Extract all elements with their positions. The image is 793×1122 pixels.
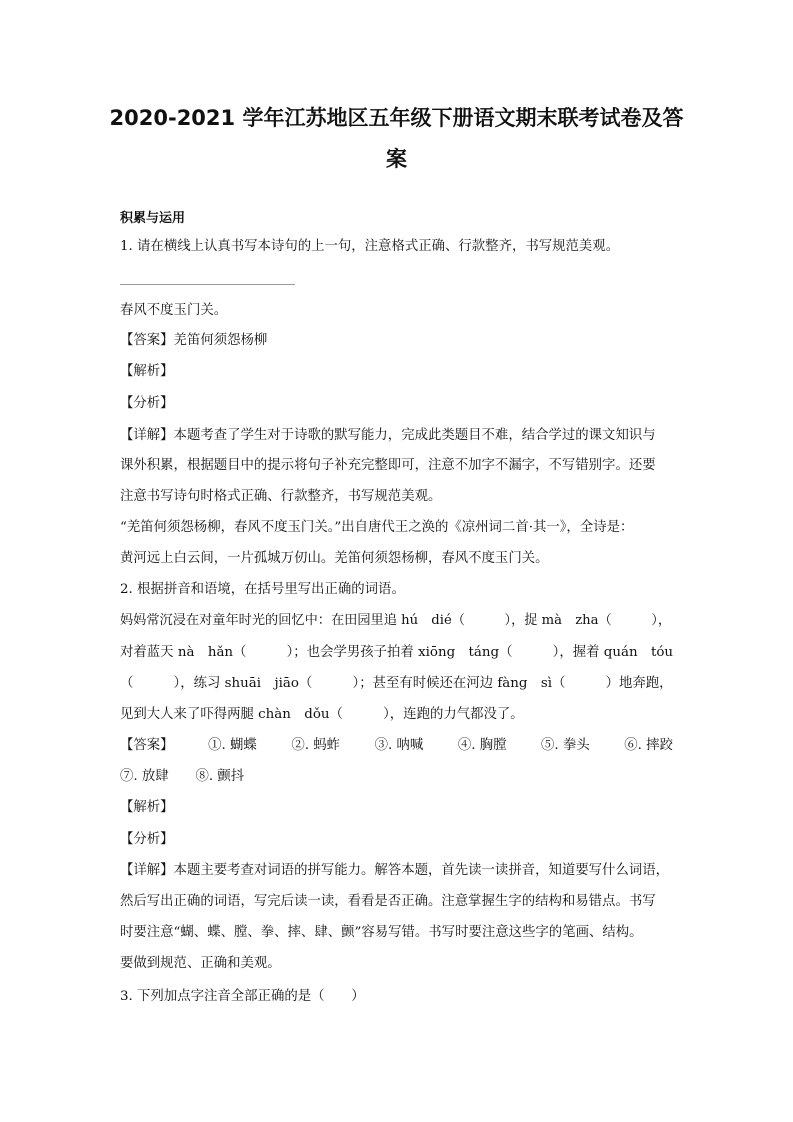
q2-detail-line: 时要注意“蝴、蝶、膛、拳、摔、肆、颤”容易写错。书写时要注意这些字的笔画、结构。: [120, 925, 643, 940]
q2-passage-line: 对着蓝天 nà hǎn（ ）；也会学男孩子拍着 xiōng táng（ ），握着 quán tóu: [120, 645, 674, 660]
q2-passage-line: （ ），练习 shuāi jiāo（ ）；甚至有时候还在河边 fàng sì（ ）地奔跑，: [120, 676, 673, 691]
q1-answer: 【答案】羌笛何须怨杨柳: [120, 333, 268, 348]
q2-answer-item: ②. 蚂蚱: [291, 738, 341, 753]
q2-answer-item: ④. 胸膛: [457, 738, 507, 753]
q2-answer-label: 【答案】: [120, 738, 174, 753]
q2-detail-line: 然后写出正确的词语，写完后读一读，看看是否正确。注意掌握生字的结构和易错点。书写: [120, 894, 656, 909]
q1-detail-line: “羌笛何须怨杨柳，春风不度玉门关。”出自唐代王之涣的《凉州词二首·其一》，全诗是：: [120, 520, 634, 535]
q1-jiexi-label: 【解析】: [120, 364, 174, 379]
q2-question: 2. 根据拼音和语境，在括号里写出正确的词语。: [120, 582, 405, 597]
answer-blank-line: [120, 284, 295, 285]
q1-detail-line: 【详解】本题考查了学生对于诗歌的默写能力，完成此类题目不难，结合学过的课文知识与: [120, 428, 656, 443]
q2-passage-line: 见到大人来了吓得两腿 chàn dǒu（ ），连跑的力气都没了。: [120, 707, 524, 722]
q2-answer-item: ①. 蝴蝶: [208, 738, 257, 753]
q1-question: 1. 请在横线上认真书写本诗句的上一句，注意格式正确、行款整齐，书写规范美观。: [120, 239, 620, 254]
q1-detail-line: 黄河远上白云间，一片孤城万仞山。羌笛何须怨杨柳，春风不度玉门关。: [120, 551, 549, 566]
q2-jiexi-label: 【解析】: [120, 800, 174, 815]
q1-fenxi-label: 【分析】: [120, 396, 174, 411]
q2-passage-line: 妈妈常沉浸在对童年时光的回忆中：在田园里追 hú dié（ ），捉 mà zha（ ），: [120, 613, 672, 628]
page-title: 2020-2021 学年江苏地区五年级下册语文期末联考试卷及答: [109, 106, 684, 130]
page-title-continued: 案: [386, 147, 407, 171]
q1-detail-line: 注意书写诗句时格式正确、行款整齐，书写规范美观。: [120, 489, 442, 504]
q1-given-line: 春风不度玉门关。: [120, 303, 228, 318]
q2-answer-item: ⑥. 摔跤: [624, 738, 673, 753]
q2-answer-item: ③. 呐喊: [374, 738, 424, 753]
q2-answer-row: [120, 738, 673, 754]
q3-question: 3. 下列加点字注音全部正确的是（ ）: [120, 989, 365, 1004]
q2-answer-row-continued: ⑦. 放肆 ⑧. 颤抖: [120, 769, 245, 784]
q2-fenxi-label: 【分析】: [120, 832, 174, 847]
q2-answer-item: ⑤. 拳头: [541, 738, 590, 753]
q2-detail-line: 【详解】本题主要考查对词语的拼写能力。解答本题，首先读一读拼音，知道要写什么词语，: [120, 863, 670, 878]
q1-detail-line: 课外积累，根据题目中的提示将句子补充完整即可，注意不加字不漏字，不写错别字。还要: [120, 458, 656, 473]
section-heading: 积累与运用: [120, 211, 186, 226]
q2-detail-line: 要做到规范、正确和美观。: [120, 956, 281, 971]
